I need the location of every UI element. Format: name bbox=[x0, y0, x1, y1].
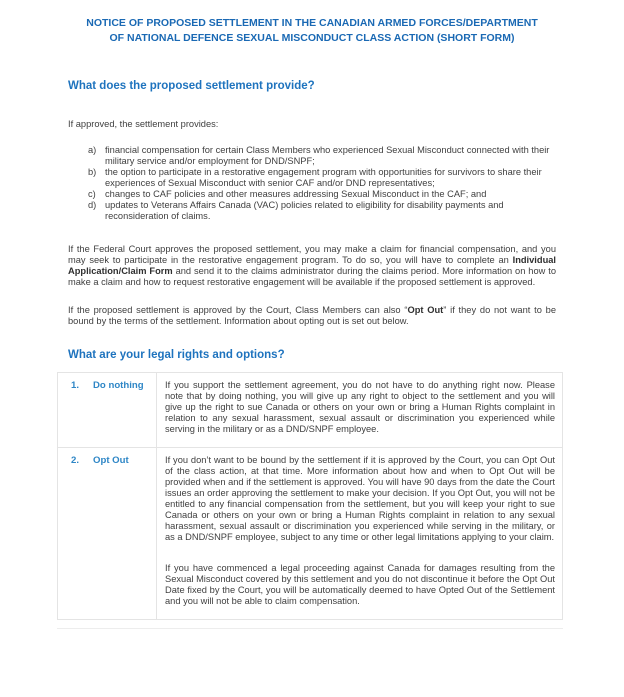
list-item-d bbox=[88, 200, 556, 222]
table-row-do-nothing bbox=[58, 373, 562, 447]
list-item-text: financial compensation for certain Class Members who experienced Sexual Misconduct connected with their military service and/or employment for DND/SNPF; bbox=[105, 145, 550, 166]
row-option-label: Do nothing bbox=[93, 380, 144, 391]
list-item-text: the option to participate in a restorative engagement program with opportunities for survivors to share their experiences of Sexual Misconduct with senior CAF and/or DND representatives; bbox=[105, 167, 542, 188]
list-marker: d) bbox=[88, 200, 97, 210]
row-paragraph: If you support the settlement agreement, you do not have to do anything right now. Please note that by doing nothing, you will give up any right to object to the settlement and you will give up the right to sue Canada or others on your own or bring a Human Rights complaint in relation to any sexual harassment, sexual assault or discrimination you experienced while serving in the military or as a DND/SNPF employee. bbox=[165, 380, 555, 434]
opt-out-notice-paragraph: If the proposed settlement is approved by the Court, Class Members can also “Opt Out” if they do not want to be bound by the terms of the settlement. Information about opting out is set out below. bbox=[68, 305, 556, 326]
list-marker: a) bbox=[88, 145, 97, 155]
document-title: NOTICE OF PROPOSED SETTLEMENT IN THE CANADIAN ARMED FORCES/DEPARTMENT OF NATIONAL DEFENCE SEXUAL MISCONDUCT CLASS ACTION (SHORT FORM) bbox=[86, 17, 538, 44]
provision-list bbox=[68, 145, 556, 222]
section-heading-settlement-provide: What does the proposed settlement provide? bbox=[68, 80, 315, 92]
list-item-a bbox=[88, 145, 556, 167]
list-item-c bbox=[88, 189, 556, 200]
row-paragraph: If you have commenced a legal proceeding against Canada for damages resulting from the Sexual Misconduct covered by this settlement and you do not discontinue it before the Opt Out Date fixed by the Court, you will be automatically deemed to have Opted Out of the Settlement and you will not be able to claim compensation. bbox=[165, 563, 555, 606]
list-marker: b) bbox=[88, 167, 97, 177]
row-paragraph: If you don’t want to be bound by the settlement if it is approved by the Court, you can Opt Out of the class action, at that time. More information about how and when to Opt Out will be provided when and if the settlement is approved. You will have 90 days from the date the Court issues an order approving the settlement to make your decision. If you Opt Out, you will not be entitled to any financial compensation from the settlement, but you will keep your right to sue Canada or others on your own or bring a Human Rights complaint in relation to any sexual harassment, sexual assault or discrimination you experienced while serving in the military, or as a DND/SNPF employee, subject to any time or other legal limitations applying to your claim. bbox=[165, 455, 555, 542]
list-marker: c) bbox=[88, 189, 96, 199]
list-item-text: changes to CAF policies and other measures addressing Sexual Misconduct in the CAF; and bbox=[105, 189, 487, 199]
section-heading-legal-rights: What are your legal rights and options? bbox=[68, 349, 285, 361]
claim-process-paragraph: If the Federal Court approves the proposed settlement, you may make a claim for financial compensation, and you may seek to participate in the restorative engagement program. To do so, you will have to complete an Individual Application/Claim Form and send it to the claims administrator during the claims period. More information on how to make a claim and how to request restorative engagement will be available if the proposed settlement is approved. bbox=[68, 244, 557, 287]
row-number: 1. bbox=[71, 380, 80, 391]
row-option-label: Opt Out bbox=[93, 455, 129, 466]
intro-paragraph: If approved, the settlement provides: bbox=[68, 119, 219, 129]
row-number: 2. bbox=[71, 455, 80, 466]
list-item-b bbox=[88, 167, 556, 189]
rights-options-table bbox=[57, 372, 563, 620]
row-description-cell bbox=[157, 448, 562, 619]
next-table-row-edge bbox=[57, 628, 563, 629]
list-item-text: updates to Veterans Affairs Canada (VAC) policies related to eligibility for disability payments and reconsideration of claims. bbox=[105, 200, 504, 221]
row-label-cell bbox=[58, 373, 157, 447]
table-row-opt-out bbox=[58, 447, 562, 619]
row-label-cell bbox=[58, 448, 157, 619]
row-description-cell bbox=[157, 373, 562, 447]
